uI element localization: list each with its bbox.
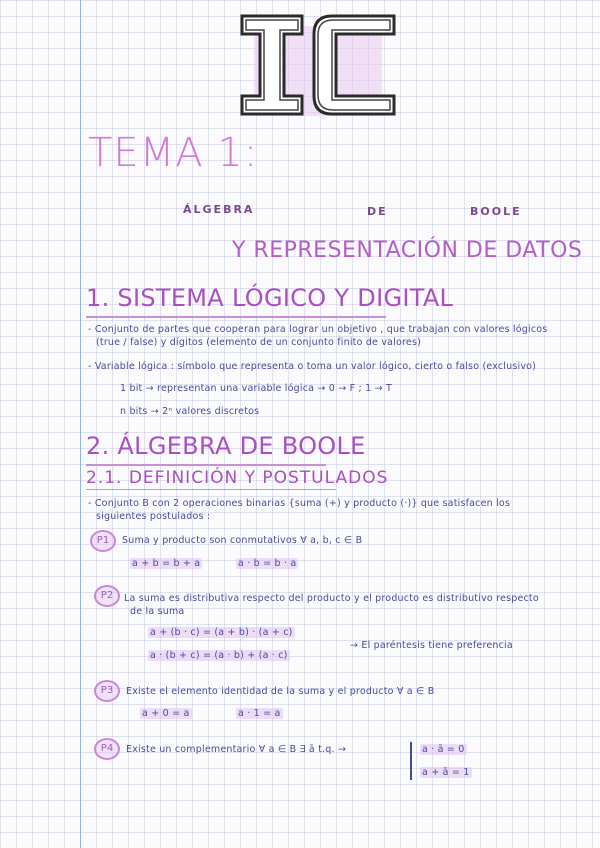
section1-heading-underline <box>86 316 386 318</box>
subtitle-word-algebra: ÁLGEBRA <box>183 203 255 216</box>
section2-intro-line2: siguientes postulados : <box>96 511 211 522</box>
section1-bullet1-line1: - Conjunto de partes que cooperan para lograr un objetivo , que trabajan con valores lógicos <box>88 324 548 335</box>
section2-heading-underline <box>86 464 326 466</box>
section2-subheading: 2.1. DEFINICIÓN Y POSTULADOS <box>86 468 389 488</box>
postulate-p1-formula-sum: a + b = b + a <box>132 558 201 569</box>
postulate-p2-formula-1: a + (b · c) = (a + b) · (a + c) <box>150 627 293 638</box>
logo-text: IC <box>316 124 318 125</box>
subtitle-word-de: DE <box>367 205 388 218</box>
postulate-p4-formula-sum: a + ā = 1 <box>422 767 470 778</box>
section2-subheading-underline <box>86 489 336 490</box>
postulate-p4-text: Existe un complementario ∀ a ∈ B ∃ ā t.q. → <box>126 744 347 755</box>
tema-title: TEMA 1: <box>88 130 259 176</box>
postulate-p2-text-line2: de la suma <box>130 606 185 617</box>
postulate-p4-formula-product: a · ā = 0 <box>422 744 465 755</box>
postulate-p1-formula-product: a · b = b · a <box>238 558 297 569</box>
postulate-p3-text: Existe el elemento identidad de la suma y el producto ∀ a ∈ B <box>126 686 435 697</box>
section2-intro-line1: - Conjunto B con 2 operaciones binarias {suma (+) y producto (·)} que satisfacen los <box>88 498 511 509</box>
section1-bullet2: - Variable lógica : símbolo que representa o toma un valor lógico, cierto o falso (exclusivo) <box>88 361 537 372</box>
postulate-p2-formula-2: a · (b + c) = (a · b) + (a · c) <box>150 650 288 661</box>
postulate-p3-badge: P3 <box>94 680 120 702</box>
postulate-p4-brace <box>410 742 420 780</box>
section1-heading: 1. SISTEMA LÓGICO Y DIGITAL <box>86 284 454 312</box>
postulate-p2-note: → El paréntesis tiene preferencia <box>350 640 513 651</box>
section1-nbits-line: n bits → 2ⁿ valores discretos <box>120 406 260 417</box>
subtitle-word-boole: BOOLE <box>470 205 522 218</box>
postulate-p4-badge: P4 <box>94 738 120 760</box>
section1-bit-line: 1 bit → representan una variable lógica → 0 → F ; 1 → T <box>120 383 392 394</box>
section1-bullet1-line2: (true / false) y dígitos (elemento de un conjunto finito de valores) <box>96 337 422 348</box>
subtitle-line2: Y REPRESENTACIÓN DE DATOS <box>232 238 583 263</box>
postulate-p1-badge: P1 <box>90 530 116 552</box>
ic-logo <box>232 8 402 126</box>
postulate-p2-text-line1: La suma es distributiva respecto del producto y el producto es distributivo respecto <box>124 593 539 604</box>
postulate-p2-badge: P2 <box>94 585 120 607</box>
section2-heading: 2. ÁLGEBRA DE BOOLE <box>86 432 366 460</box>
notebook-margin-line <box>80 0 81 848</box>
postulate-p3-formula-sum: a + 0 = a <box>142 708 190 719</box>
postulate-p3-formula-product: a · 1 = a <box>238 708 281 719</box>
postulate-p1-text: Suma y producto son conmutativos ∀ a, b, c ∈ B <box>122 535 363 546</box>
